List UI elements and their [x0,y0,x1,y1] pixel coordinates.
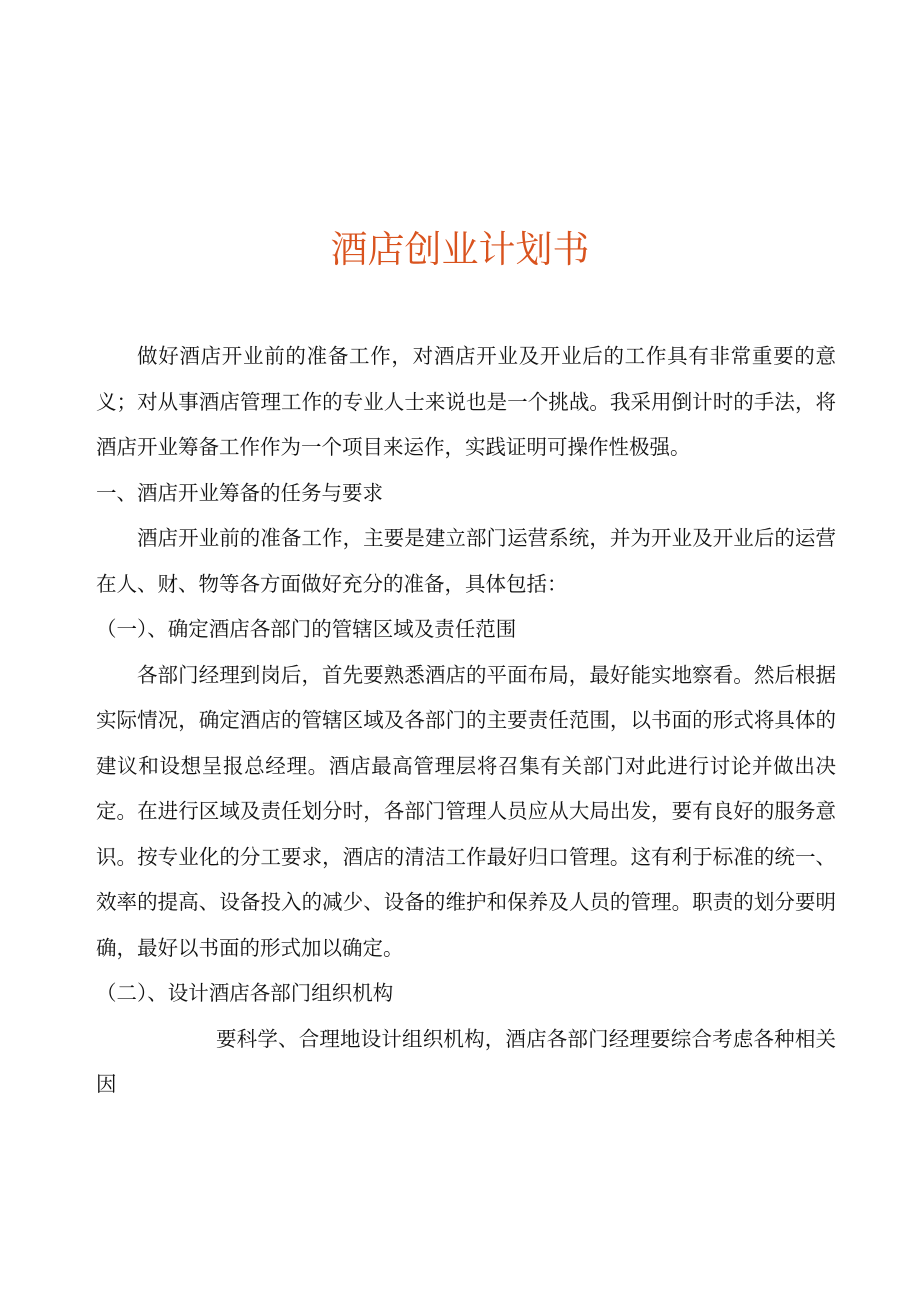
document-title: 酒店创业计划书 [330,228,590,271]
intro-paragraph: 做好酒店开业前的准备工作，对酒店开业及开业后的工作具有非常重要的意义；对从事酒店管理工作的专业人士来说也是一个挑战。我采用倒计时的手法，将酒店开业筹备工作作为一个项目来运作，实践证明可操作性极强。 [96,344,836,459]
subsection-heading-2: （二）、设计酒店各部门组织机构 [96,981,394,1005]
section-1-paragraph: 酒店开业前的准备工作，主要是建立部门运营系统，并为开业及开业后的运营在人、财、物等各方面做好充分的准备，具体包括： [96,526,836,596]
section-heading-1: 一、酒店开业筹备的任务与要求 [96,480,383,505]
subsection-2-paragraph: 要科学、合理地设计组织机构，酒店各部门经理要综合考虑各种相关因 [96,1026,836,1096]
document-body [96,334,836,1108]
subsection-1-paragraph: 各部门经理到岗后，首先要熟悉酒店的平面布局，最好能实地察看。然后根据实际情况，确定酒店的管辖区域及各部门的主要责任范围，以书面的形式将具体的建议和设想呈报总经理。酒店最高管理层将召集有关部门对此进行讨论并做出决定。在进行区域及责任划分时，各部门管理人员应从大局出发，要有良好的服务意识。按专业化的分工要求，酒店的清洁工作最好归口管理。这有利于标准的统一、效率的提高、设备投入的减少、设备的维护和保养及人员的管理。职责的划分要明确，最好以书面的形式加以确定。 [96,662,836,960]
subsection-heading-1: （一）、确定酒店各部门的管辖区域及责任范围 [96,617,517,641]
